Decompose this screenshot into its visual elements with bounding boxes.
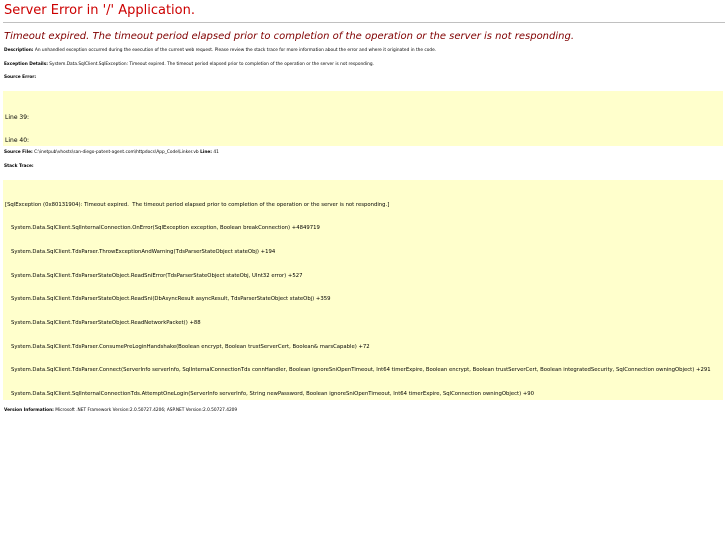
stack-trace-line: [SqlException (0x80131904): Timeout expired. The timeout period elapsed prior to completion of the operation or the server is not responding.] — [5, 201, 390, 208]
source-error-label: Source Error: — [4, 75, 37, 80]
description-paragraph — [4, 48, 436, 54]
stack-trace-line: System.Data.SqlClient.TdsParser.Connect(ServerInfo serverInfo, SqlInternalConnectionTds connHandler, Boolean ignoreSniOpenTimeout, Int64 timerExpire, Boolean encrypt, Boolean trustServerCert, Boolean integratedSecurity, SqlConnection owningObject) +291 — [11, 367, 711, 374]
version-information-paragraph — [4, 408, 237, 414]
source-line-number: Line 40: — [5, 136, 30, 144]
exception-details-text: System.Data.SqlClient.SqlException: Timeout expired. The timeout period elapsed prior to completion of the operation or the server is not responding. — [47, 62, 374, 67]
description-label: Description: — [4, 48, 34, 53]
stack-trace-line: System.Data.SqlClient.SqlInternalConnectionTds.AttemptOneLogin(ServerInfo serverInfo, String newPassword, Boolean ignoreSniOpenTimeout, Int64 timerExpire, SqlConnection owningObject) +90 — [11, 390, 535, 397]
stack-trace-line: System.Data.SqlClient.TdsParser.ConsumePreLoginHandshake(Boolean encrypt, Boolean trustServerCert, Boolean& marsCapable) +72 — [11, 343, 370, 350]
stack-trace-line: System.Data.SqlClient.TdsParserStateObject.ReadSni(DbAsyncResult asyncResult, TdsParserStateObject stateObj) +359 — [11, 296, 331, 303]
error-subtitle: Timeout expired. The timeout period elapsed prior to completion of the operation or the server is not responding. — [4, 31, 575, 42]
version-information-text: Microsoft .NET Framework Version:2.0.50727.4206; ASP.NET Version:2.0.50727.4209 — [53, 408, 238, 413]
source-line — [3, 137, 723, 145]
source-file-paragraph — [4, 150, 219, 156]
source-file-path: C:\inetpub\vhosts\san-diego-patent-agent.com\httpdocs\App_Code\Linker.vb — [32, 150, 199, 155]
source-line-number: Line 39: — [5, 114, 30, 122]
title-divider — [3, 22, 725, 23]
source-line-label: Line: — [198, 150, 213, 155]
source-line-value: 41 — [212, 150, 219, 155]
page-title: Server Error in '/' Application. — [4, 3, 195, 18]
stack-trace-heading — [4, 164, 34, 170]
source-error-heading — [4, 75, 36, 81]
source-error-box — [3, 91, 723, 146]
exception-details-label: Exception Details: — [4, 62, 48, 67]
version-information-label: Version Information: — [4, 408, 54, 413]
stack-trace-line: System.Data.SqlClient.TdsParserStateObject.ReadSniError(TdsParserStateObject stateObj, UInt32 error) +527 — [11, 272, 303, 279]
stack-trace-line: System.Data.SqlClient.TdsParser.ThrowExceptionAndWarning(TdsParserStateObject stateObj) +194 — [11, 249, 276, 255]
stack-trace-line: System.Data.SqlClient.TdsParserStateObject.ReadNetworkPacket() +88 — [11, 319, 201, 326]
stack-trace-box — [3, 180, 723, 400]
description-text: An unhandled exception occurred during the execution of the current web request. Please review the stack trace for more information about the error and where it originated in the code. — [33, 48, 437, 53]
stack-trace-label: Stack Trace: — [4, 164, 34, 169]
source-line — [3, 114, 723, 122]
source-file-label: Source File: — [4, 150, 33, 155]
exception-details-paragraph — [4, 62, 374, 68]
stack-trace-line: System.Data.SqlClient.SqlInternalConnection.OnError(SqlException exception, Boolean breakConnection) +4849719 — [11, 225, 320, 232]
